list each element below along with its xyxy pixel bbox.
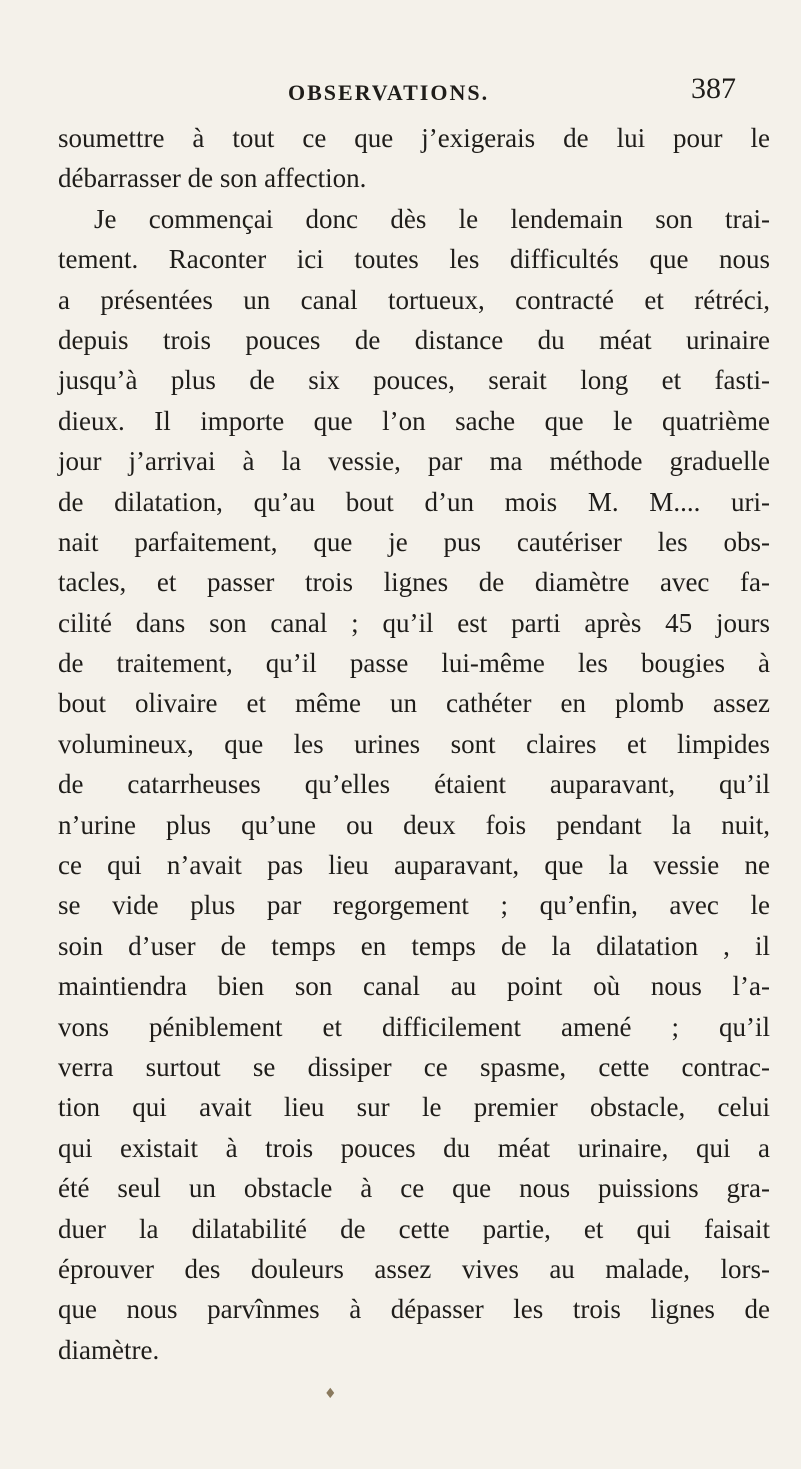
text-line: verra surtout se dissiper ce spasme, cette contrac-	[58, 1051, 770, 1082]
text-line: dieux. Il importe que l’on sache que le quatrième	[58, 405, 770, 436]
text-line: jour j’arrivai à la vessie, par ma méthode graduelle	[58, 446, 770, 477]
text-line: Je commençai donc dès le lendemain son trai-	[94, 203, 770, 234]
text-line: que nous parvînmes à dépasser les trois lignes de	[58, 1294, 770, 1325]
text-line: n’urine plus qu’une ou deux fois pendant la nuit,	[58, 809, 770, 840]
text-line: tion qui avait lieu sur le premier obstacle, celui	[58, 1092, 770, 1123]
body-text	[58, 118, 770, 1370]
text-line: ce qui n’avait pas lieu auparavant, que la vessie ne	[58, 850, 770, 881]
text-line: de dilatation, qu’au bout d’un mois M. M.... uri-	[58, 486, 770, 517]
text-line: tement. Raconter ici toutes les difficultés que nous	[58, 244, 770, 275]
running-head	[58, 70, 758, 110]
text-line: duer la dilatabilité de cette partie, et qui faisait	[58, 1213, 770, 1244]
text-line: vons péniblement et difficilement amené ; qu’il	[58, 1011, 770, 1042]
running-title: OBSERVATIONS.	[288, 80, 490, 105]
text-line: cilité dans son canal ; qu’il est parti après 45 jours	[58, 607, 770, 638]
text-line: maintiendra bien son canal au point où nous l’a-	[58, 971, 770, 1002]
text-line: se vide plus par regorgement ; qu’enfin, avec le	[58, 890, 770, 921]
page-number: 387	[691, 72, 736, 105]
text-line: depuis trois pouces de distance du méat urinaire	[58, 324, 770, 355]
text-line: de traitement, qu’il passe lui-même les bougies à	[58, 648, 770, 679]
text-line: diamètre.	[58, 1334, 160, 1365]
text-line: qui existait à trois pouces du méat urinaire, qui a	[58, 1132, 770, 1163]
text-line: soumettre à tout ce que j’exigerais de lui pour le	[58, 123, 770, 153]
text-line: volumineux, que les urines sont claires et limpides	[58, 728, 770, 759]
text-line: été seul un obstacle à ce que nous puissions gra-	[58, 1173, 770, 1204]
text-line: tacles, et passer trois lignes de diamètre avec fa-	[58, 567, 770, 598]
text-line: bout olivaire et même un cathéter en plomb assez	[58, 688, 770, 719]
text-line: éprouver des douleurs assez vives au malade, lors-	[58, 1253, 770, 1284]
ink-mark-icon: ♦	[324, 1386, 337, 1402]
text-line: débarrasser de son affection.	[58, 163, 367, 194]
text-line: nait parfaitement, que je pus cautériser les obs-	[58, 526, 770, 557]
text-line: a présentées un canal tortueux, contracté et rétréci,	[58, 284, 770, 315]
text-line: de catarrheuses qu’elles étaient auparavant, qu’il	[58, 769, 770, 800]
text-line: jusqu’à plus de six pouces, serait long et fasti-	[58, 365, 770, 396]
text-line: soin d’user de temps en temps de la dilatation , il	[58, 930, 770, 961]
